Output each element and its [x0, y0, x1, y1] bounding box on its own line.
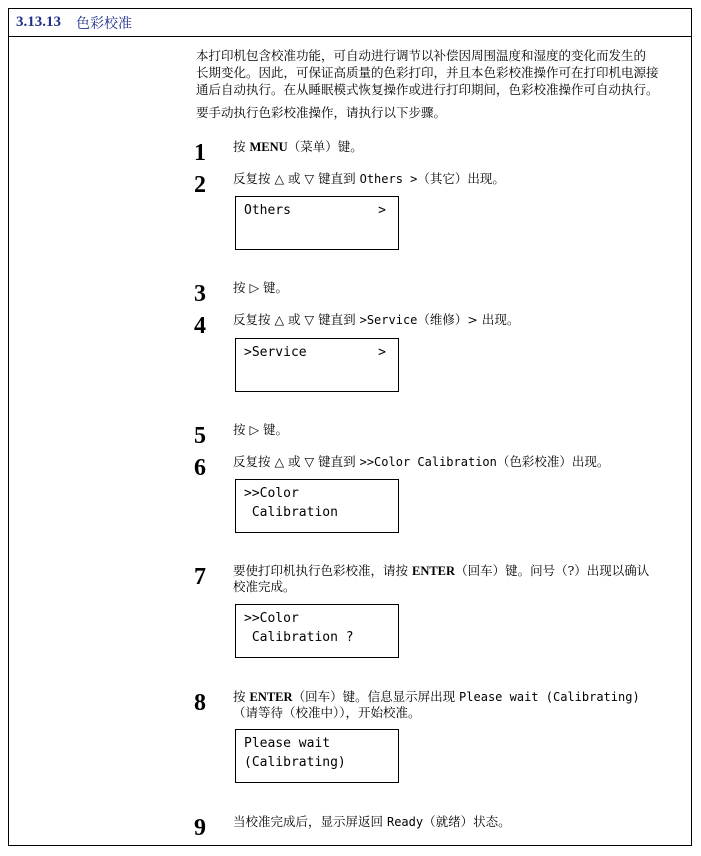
- step-text: 当校准完成后，显示屏返回 Ready（就绪）状态。: [233, 814, 511, 829]
- step-text: 按 ENTER（回车）键。信息显示屏出现 Please wait (Calibrating): [233, 689, 640, 704]
- step-number: 2: [194, 172, 206, 198]
- step-number: 5: [194, 423, 206, 449]
- step-number: 3: [194, 281, 206, 307]
- intro-line-2: 长期变化。因此，可保证高质量的色彩打印，并且本色彩校准操作可在打印机电源接: [196, 65, 659, 80]
- step-number: 1: [194, 140, 206, 166]
- intro-line-4: 要手动执行色彩校准操作，请执行以下步骤。: [196, 105, 447, 120]
- section-number: 3.13.13: [16, 14, 61, 30]
- step-text: 按 ▷ 键。: [233, 280, 289, 295]
- step-text: 反复按 △ 或 ▽ 键直到 >Service（维修）> 出现。: [233, 312, 520, 327]
- section-title: 色彩校准: [76, 16, 132, 32]
- lcd-display: Others >: [235, 196, 399, 250]
- intro-line-3: 通后自动执行。在从睡眠模式恢复操作或进行打印期间，色彩校准操作可自动执行。: [196, 82, 659, 97]
- lcd-display: >Service >: [235, 338, 399, 392]
- step-text: 按 MENU（菜单）键。: [233, 139, 363, 154]
- step-number: 8: [194, 690, 206, 716]
- step-number: 6: [194, 455, 206, 481]
- lcd-display: >>Color Calibration: [235, 479, 399, 533]
- step-text: 反复按 △ 或 ▽ 键直到 Others >（其它）出现。: [233, 171, 505, 186]
- section-header: [8, 8, 692, 37]
- lcd-display: Please wait (Calibrating): [235, 729, 399, 783]
- lcd-display: >>Color Calibration ?: [235, 604, 399, 658]
- step-number: 9: [194, 815, 206, 841]
- step-text: 要使打印机执行色彩校准，请按 ENTER（回车）键。问号（?）出现以确认: [233, 563, 650, 578]
- step-text: 反复按 △ 或 ▽ 键直到 >>Color Calibration（色彩校准）出现。: [233, 454, 610, 469]
- step-number: 4: [194, 313, 206, 339]
- step-number: 7: [194, 564, 206, 590]
- intro-line-1: 本打印机包含校准功能，可自动进行调节以补偿因周围温度和湿度的变化而发生的: [196, 48, 647, 63]
- step-text-cont: （请等待（校准中）），开始校准。: [233, 705, 421, 720]
- step-text: 按 ▷ 键。: [233, 422, 289, 437]
- step-text-cont: 校准完成。: [233, 579, 296, 594]
